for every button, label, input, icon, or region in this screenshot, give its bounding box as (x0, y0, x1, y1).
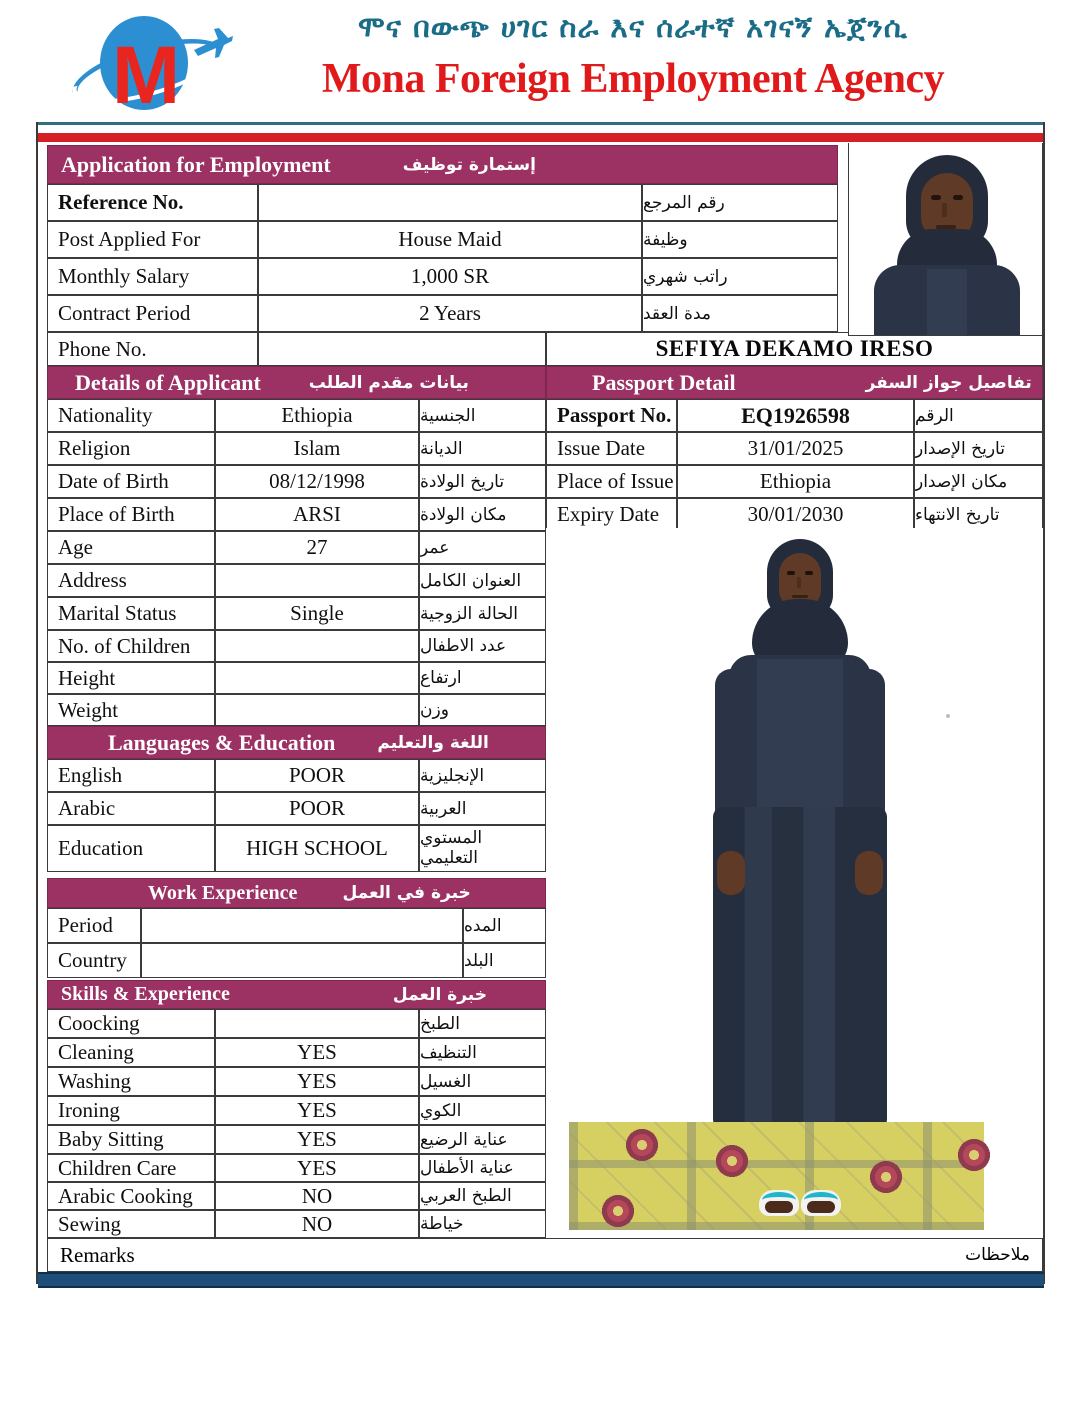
applicant-passport-portrait (848, 143, 1043, 336)
section-band-application (47, 145, 838, 184)
field-label-cleaning: Cleaning (47, 1038, 215, 1067)
field-value-country[interactable] (141, 943, 463, 978)
field-label-no-of-children: No. of Children (47, 630, 215, 662)
field-arabic-nationality: الجنسية (419, 399, 546, 432)
field-arabic-education-line1: المستوي (420, 828, 483, 849)
agency-title-amharic: ሞና በውጭ ሀገር ስራ እና ሰራተኛ አገናኝ ኤጀንሲ (358, 10, 908, 44)
field-arabic-no-of-children: عدد الاطفال (419, 630, 546, 662)
field-label-arabic: Arabic (47, 792, 215, 825)
field-arabic-education-line2: التعليمي (420, 847, 478, 868)
photo-artifact (946, 714, 950, 718)
field-label-place-of-birth: Place of Birth (47, 498, 215, 531)
field-arabic-arabic-cooking: الطبخ العربي (419, 1182, 546, 1210)
field-value-expiry-date[interactable]: 30/01/2030 (677, 498, 914, 531)
logo-letter-m: M (111, 30, 179, 121)
field-value-marital-status[interactable]: Single (215, 597, 419, 630)
band-label-en: Work Experience (148, 881, 298, 904)
section-band-details-of-applicant (47, 366, 546, 399)
field-label-passport-no: Passport No. (546, 399, 677, 432)
field-label-date-of-birth: Date of Birth (47, 465, 215, 498)
airplane-icon (188, 26, 234, 66)
field-arabic-sewing: خياطة (419, 1210, 546, 1238)
field-label-post-applied-for: Post Applied For (47, 221, 258, 258)
field-value-religion[interactable]: Islam (215, 432, 419, 465)
remarks-label-arabic: ملاحظات (965, 1245, 1030, 1265)
applicant-name: SEFIYA DEKAMO IRESO (546, 332, 1043, 366)
field-arabic-country: البلد (463, 943, 546, 978)
field-value-children-care[interactable]: YES (215, 1154, 419, 1182)
field-label-period: Period (47, 908, 141, 943)
field-label-address: Address (47, 564, 215, 597)
field-label-place-of-issue: Place of Issue (546, 465, 677, 498)
field-value-contract-period[interactable]: 2 Years (258, 295, 642, 332)
field-value-arabic-cooking[interactable]: NO (215, 1182, 419, 1210)
field-value-ironing[interactable]: YES (215, 1096, 419, 1125)
field-value-baby-sitting[interactable]: YES (215, 1125, 419, 1154)
field-value-reference-no[interactable] (258, 184, 642, 221)
field-value-coocking[interactable] (215, 1009, 419, 1038)
field-label-monthly-salary: Monthly Salary (47, 258, 258, 295)
section-band-passport-detail (546, 366, 1043, 399)
field-value-address[interactable] (215, 564, 419, 597)
field-label-country: Country (47, 943, 141, 978)
field-label-contract-period: Contract Period (47, 295, 258, 332)
field-label-expiry-date: Expiry Date (546, 498, 677, 531)
field-label-phone-no: Phone No. (47, 332, 258, 366)
field-label-ironing: Ironing (47, 1096, 215, 1125)
document-border-left (36, 122, 38, 1284)
field-arabic-contract-period: مدة العقد (642, 295, 838, 332)
field-label-age: Age (47, 531, 215, 564)
field-value-date-of-birth[interactable]: 08/12/1998 (215, 465, 419, 498)
field-label-washing: Washing (47, 1067, 215, 1096)
field-value-english[interactable]: POOR (215, 759, 419, 792)
field-arabic-english: الإنجليزية (419, 759, 546, 792)
field-label-sewing: Sewing (47, 1210, 215, 1238)
field-value-washing[interactable]: YES (215, 1067, 419, 1096)
field-arabic-weight: وزن (419, 694, 546, 726)
field-arabic-education (419, 825, 546, 872)
field-arabic-place-of-birth: مكان الولادة (419, 498, 546, 531)
field-value-no-of-children[interactable] (215, 630, 419, 662)
field-label-education: Education (47, 825, 215, 872)
field-value-place-of-issue[interactable]: Ethiopia (677, 465, 914, 498)
field-value-cleaning[interactable]: YES (215, 1038, 419, 1067)
field-label-nationality: Nationality (47, 399, 215, 432)
field-value-phone-no[interactable] (258, 332, 546, 366)
field-label-weight: Weight (47, 694, 215, 726)
field-label-arabic-cooking: Arabic Cooking (47, 1182, 215, 1210)
field-arabic-ironing: الكوي (419, 1096, 546, 1125)
field-label-height: Height (47, 662, 215, 694)
divider-teal (38, 122, 1044, 125)
divider-navy-bottom (38, 1272, 1044, 1288)
section-band-languages-education (47, 726, 546, 759)
field-label-religion: Religion (47, 432, 215, 465)
field-arabic-address: العنوان الكامل (419, 564, 546, 597)
field-value-period[interactable] (141, 908, 463, 943)
divider-red (38, 133, 1044, 142)
field-arabic-coocking: الطبخ (419, 1009, 546, 1038)
band-label-ar: إستمارة توظيف (402, 154, 536, 175)
field-arabic-monthly-salary: راتب شهري (642, 258, 838, 295)
band-label-ar: خبرة في العمل (342, 883, 471, 903)
field-value-education[interactable]: HIGH SCHOOL (215, 825, 419, 872)
field-arabic-passport-no: الرقم (914, 399, 1043, 432)
field-arabic-cleaning: التنظيف (419, 1038, 546, 1067)
remarks-label: Remarks (60, 1242, 135, 1267)
band-label-ar: خبرة العمل (392, 984, 487, 1005)
field-value-issue-date[interactable]: 31/01/2025 (677, 432, 914, 465)
section-band-skills-experience (47, 980, 546, 1009)
remarks-row[interactable] (47, 1238, 1043, 1272)
band-label-ar: تفاصيل جواز السفر (865, 372, 1032, 393)
band-label-ar: بيانات مقدم الطلب (308, 372, 469, 393)
field-arabic-marital-status: الحالة الزوجية (419, 597, 546, 630)
field-arabic-arabic: العربية (419, 792, 546, 825)
document-border-right (1043, 122, 1045, 1284)
agency-banner (38, 0, 1044, 120)
field-value-nationality[interactable]: Ethiopia (215, 399, 419, 432)
field-arabic-post-applied-for: وظيفة (642, 221, 838, 258)
field-arabic-baby-sitting: عناية الرضيع (419, 1125, 546, 1154)
field-value-passport-no[interactable]: EQ1926598 (677, 399, 914, 432)
field-label-marital-status: Marital Status (47, 597, 215, 630)
field-value-monthly-salary[interactable]: 1,000 SR (258, 258, 642, 295)
section-band-work-experience (47, 878, 546, 908)
band-label-en: Passport Detail (592, 369, 736, 395)
field-arabic-reference-no: رقم المرجع (642, 184, 838, 221)
field-arabic-date-of-birth: تاريخ الولادة (419, 465, 546, 498)
band-label-en: Application for Employment (61, 151, 331, 177)
field-value-arabic[interactable]: POOR (215, 792, 419, 825)
field-label-reference-no: Reference No. (47, 184, 258, 221)
band-label-en: Details of Applicant (75, 369, 261, 395)
field-value-post-applied-for[interactable]: House Maid (258, 221, 642, 258)
field-value-height[interactable] (215, 662, 419, 694)
agency-logo (62, 12, 232, 121)
field-arabic-children-care: عناية الأطفال (419, 1154, 546, 1182)
field-value-age[interactable]: 27 (215, 531, 419, 564)
field-label-english: English (47, 759, 215, 792)
field-label-children-care: Children Care (47, 1154, 215, 1182)
field-arabic-height: ارتفاع (419, 662, 546, 694)
field-value-weight[interactable] (215, 694, 419, 726)
field-value-place-of-birth[interactable]: ARSI (215, 498, 419, 531)
band-label-ar: اللغة والتعليم (377, 732, 489, 753)
field-arabic-place-of-issue: مكان الإصدار (914, 465, 1043, 498)
applicant-full-body-photo (546, 528, 1043, 1231)
field-arabic-age: عمر (419, 531, 546, 564)
field-label-coocking: Coocking (47, 1009, 215, 1038)
field-arabic-expiry-date: تاريخ الانتهاء (914, 498, 1043, 531)
band-label-en: Languages & Education (108, 729, 336, 755)
field-arabic-religion: الديانة (419, 432, 546, 465)
agency-title-english: Mona Foreign Employment Agency (321, 56, 945, 102)
field-label-baby-sitting: Baby Sitting (47, 1125, 215, 1154)
field-arabic-period: المده (463, 908, 546, 943)
field-arabic-issue-date: تاريخ الإصدار (914, 432, 1043, 465)
field-label-issue-date: Issue Date (546, 432, 677, 465)
field-arabic-washing: الغسيل (419, 1067, 546, 1096)
field-value-sewing[interactable]: NO (215, 1210, 419, 1238)
band-label-en: Skills & Experience (61, 983, 230, 1005)
